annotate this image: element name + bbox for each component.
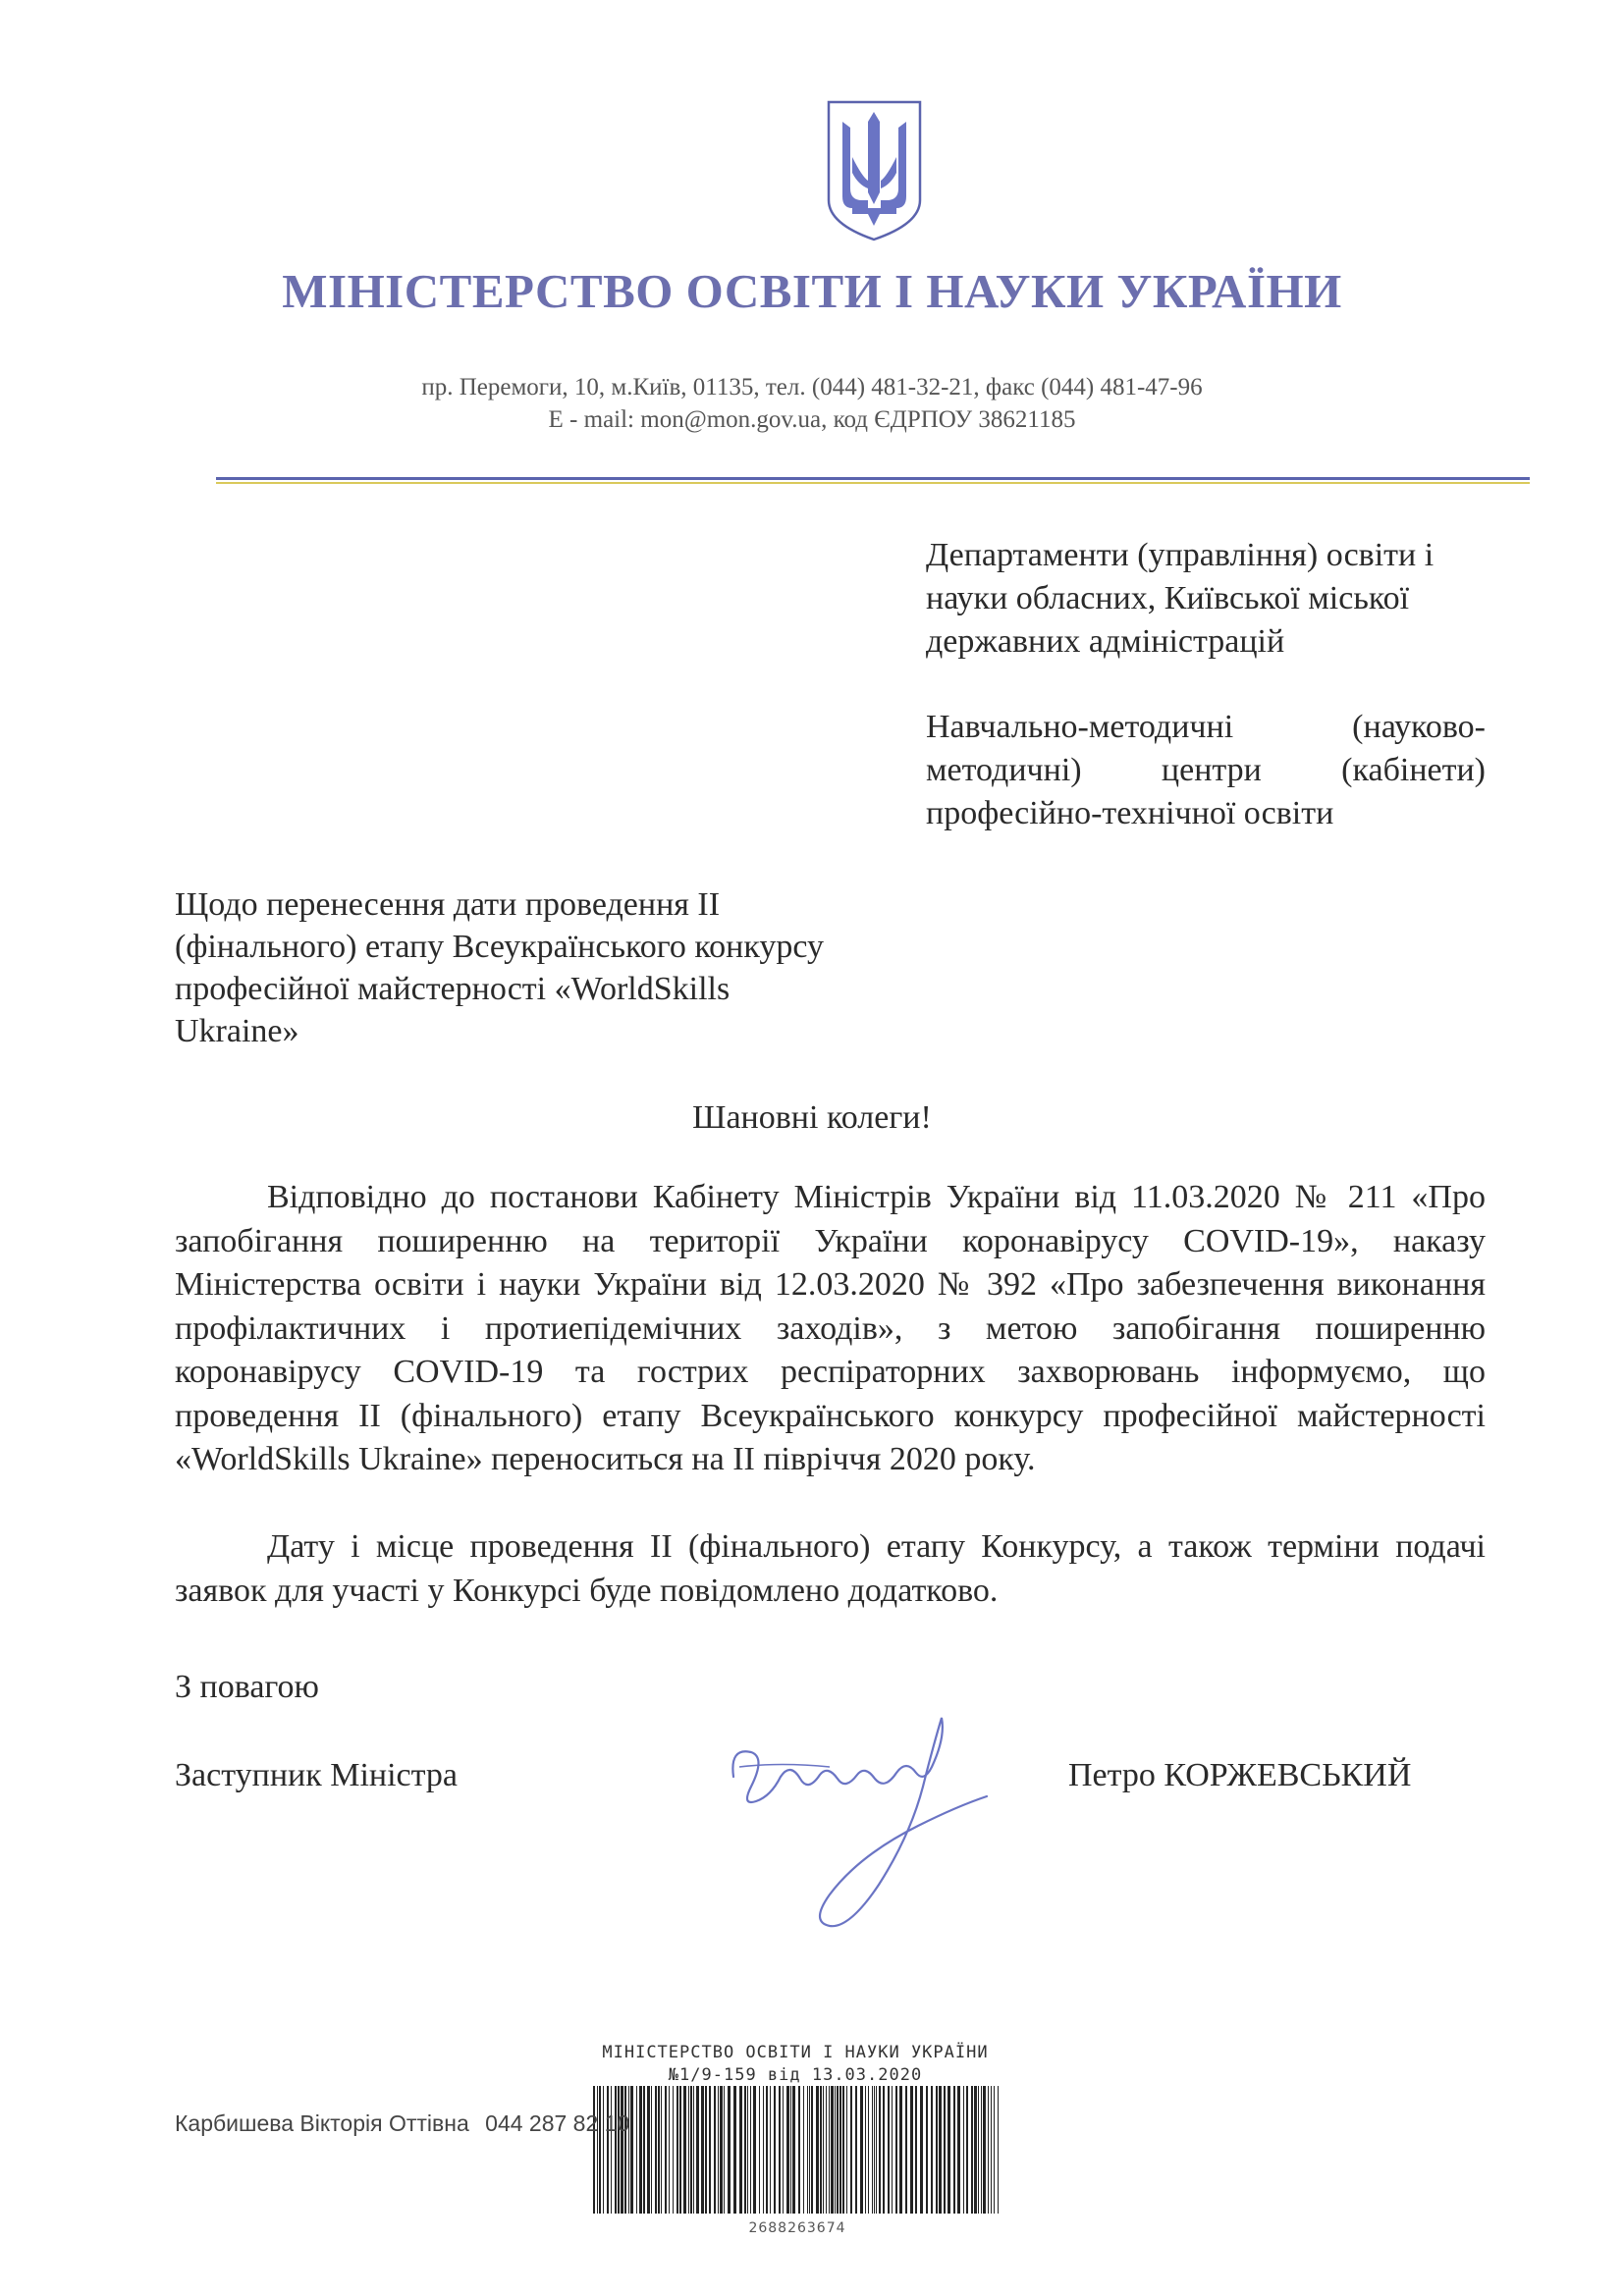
- barcode-bar: [899, 2086, 902, 2214]
- barcode-bar: [647, 2086, 650, 2214]
- barcode-bar: [842, 2086, 844, 2214]
- barcode-bar: [655, 2086, 657, 2214]
- barcode-bar: [779, 2086, 781, 2214]
- barcode-bar: [744, 2086, 746, 2214]
- barcode-bar: [883, 2086, 885, 2214]
- barcode-bar: [792, 2086, 795, 2214]
- barcode-bar: [837, 2086, 839, 2214]
- barcode-bar: [963, 2086, 964, 2214]
- barcode-bar: [651, 2086, 652, 2214]
- barcode-bar: [944, 2086, 946, 2214]
- barcode-bar: [615, 2086, 617, 2214]
- barcode-bar: [998, 2086, 999, 2214]
- barcode-bar: [628, 2086, 629, 2214]
- addressee-departments: Департаменти (управління) освіти і науки обласних, Київської міської державних адміністрацій: [926, 537, 1435, 660]
- barcode-bar: [874, 2086, 875, 2214]
- barcode-bar: [603, 2086, 604, 2214]
- barcode-bar: [820, 2086, 822, 2214]
- barcode-bar: [915, 2086, 917, 2214]
- barcode-bar: [816, 2086, 819, 2214]
- barcode-bar: [636, 2086, 637, 2214]
- barcode-bar: [831, 2086, 834, 2214]
- barcode-bar: [939, 2086, 942, 2214]
- barcode-bar: [677, 2086, 678, 2214]
- header-divider-accent: [216, 482, 1530, 484]
- barcode-bar: [936, 2086, 938, 2214]
- barcode-bar: [823, 2086, 824, 2214]
- barcode-bar: [607, 2086, 609, 2214]
- barcode-bar: [733, 2086, 736, 2214]
- address-line: пр. Перемоги, 10, м.Київ, 01135, тел. (044) 481-32-21, факс (044) 481-47-96: [421, 374, 1203, 400]
- barcode-bar: [720, 2086, 723, 2214]
- barcode-bar: [994, 2086, 995, 2214]
- barcode-bar: [988, 2086, 989, 2214]
- barcode-bar: [811, 2086, 813, 2214]
- barcode-bar: [709, 2086, 711, 2214]
- barcode-bar: [786, 2086, 789, 2214]
- barcode-bar: [966, 2086, 968, 2214]
- barcode-bar: [683, 2086, 686, 2214]
- barcode-bar: [728, 2086, 731, 2214]
- barcode-bar: [766, 2086, 768, 2214]
- header-divider: [216, 477, 1530, 480]
- barcode-bar: [978, 2086, 979, 2214]
- barcode-bar: [809, 2086, 810, 2214]
- barcode-bar: [688, 2086, 689, 2214]
- signer-name: Петро КОРЖЕВСЬКИЙ: [1068, 1757, 1412, 1793]
- barcode-bar: [701, 2086, 704, 2214]
- barcode-bar: [803, 2086, 804, 2214]
- barcode-bar: [983, 2086, 986, 2214]
- executor-phone: 044 287 82 10: [485, 2110, 630, 2136]
- barcode-bar: [643, 2086, 645, 2214]
- barcode-bar: [630, 2086, 633, 2214]
- barcode-bar: [624, 2086, 626, 2214]
- barcode-bar: [876, 2086, 877, 2214]
- handwritten-signature: [722, 1708, 1016, 1944]
- salutation: Шановні колеги!: [692, 1099, 932, 1136]
- registration-stamp: [550, 2042, 1041, 2087]
- barcode-bar: [971, 2086, 973, 2214]
- addressee-centers: Навчально-методичні (науково-методичні) центри (кабінети) професійно-технічної освіти: [926, 709, 1486, 831]
- barcode-bar: [931, 2086, 933, 2214]
- ministry-title: МІНІСТЕРСТВО ОСВІТИ І НАУКИ УКРАЇНИ: [282, 264, 1342, 318]
- coat-of-arms-icon: [823, 98, 926, 243]
- barcode-bar: [661, 2086, 662, 2214]
- barcode-bar: [747, 2086, 748, 2214]
- body-paragraph: Дату і місце проведення II (фінального) етапу Конкурсу, а також терміни подачі заявок для участі у Конкурсі буде повідомлено додатково.: [175, 1528, 1486, 1609]
- barcode-bar: [718, 2086, 719, 2214]
- barcode-bar: [696, 2086, 699, 2214]
- barcode-bar: [679, 2086, 681, 2214]
- barcode-bar: [829, 2086, 830, 2214]
- barcode-bar: [750, 2086, 751, 2214]
- barcode-bar: [926, 2086, 928, 2214]
- barcode-bar: [798, 2086, 800, 2214]
- barcode-bar: [770, 2086, 771, 2214]
- barcode-bar: [714, 2086, 716, 2214]
- barcode-bar: [957, 2086, 960, 2214]
- barcode-bar: [895, 2086, 897, 2214]
- barcode-bar: [611, 2086, 612, 2214]
- barcode-bar: [953, 2086, 955, 2214]
- barcode-bar: [658, 2086, 660, 2214]
- registration-number: №1/9-159 від 13.03.2020: [668, 2065, 923, 2085]
- barcode-bar: [855, 2086, 857, 2214]
- barcode-bar: [981, 2086, 982, 2214]
- executor-info: [175, 2110, 639, 2137]
- barcode-bar: [739, 2086, 742, 2214]
- barcode-bar: [669, 2086, 670, 2214]
- barcode-bar: [621, 2086, 623, 2214]
- barcode-bar: [724, 2086, 725, 2214]
- barcode-bar: [872, 2086, 873, 2214]
- barcode-bar: [783, 2086, 784, 2214]
- letter-subject: Щодо перенесення дати проведення II (фінального) етапу Всеукраїнського конкурсу професійної майстерності «WorldSkills Ukraine»: [175, 886, 825, 1049]
- barcode-bar: [991, 2086, 992, 2214]
- barcode-bar: [597, 2086, 598, 2214]
- barcode-bar: [690, 2086, 692, 2214]
- barcode-bar: [593, 2086, 595, 2214]
- barcode-bar: [839, 2086, 841, 2214]
- barcode-bar: [599, 2086, 601, 2214]
- barcode-bar: [892, 2086, 893, 2214]
- barcode-bar: [850, 2086, 852, 2214]
- barcode-bar: [860, 2086, 863, 2214]
- barcode-bar: [705, 2086, 707, 2214]
- registration-org: МІНІСТЕРСТВО ОСВІТИ І НАУКИ УКРАЇНИ: [602, 2043, 989, 2062]
- barcode-bar: [868, 2086, 869, 2214]
- signer-position: Заступник Міністра: [175, 1757, 459, 1793]
- barcode-bar: [753, 2086, 756, 2214]
- barcode-bar: [693, 2086, 694, 2214]
- barcode-bar: [774, 2086, 776, 2214]
- barcode-bar: [947, 2086, 950, 2214]
- barcode: [591, 2086, 1003, 2214]
- barcode-bar: [763, 2086, 764, 2214]
- contact-line: E - mail: mon@mon.gov.ua, код ЄДРПОУ 38621185: [548, 406, 1076, 433]
- barcode-bar: [665, 2086, 667, 2214]
- barcode-bar: [879, 2086, 881, 2214]
- barcode-bar: [846, 2086, 847, 2214]
- barcode-bar: [865, 2086, 866, 2214]
- barcode-bar: [807, 2086, 808, 2214]
- barcode-bar: [639, 2086, 642, 2214]
- barcode-bar: [920, 2086, 923, 2214]
- barcode-bar: [673, 2086, 674, 2214]
- barcode-bar: [888, 2086, 890, 2214]
- barcode-bar: [826, 2086, 827, 2214]
- barcode-bar: [905, 2086, 907, 2214]
- barcode-bar: [910, 2086, 913, 2214]
- closing-regards: З повагою: [175, 1669, 319, 1705]
- barcode-number: 2688263674: [748, 2220, 846, 2236]
- barcode-bar: [618, 2086, 620, 2214]
- barcode-bar: [974, 2086, 977, 2214]
- barcode-bar: [835, 2086, 836, 2214]
- executor-name: Карбишева Вікторія Оттівна: [175, 2110, 469, 2136]
- body-paragraph: Відповідно до постанови Кабінету Міністрів України від 11.03.2020 № 211 «Про запобігання поширенню на території України коронавірусу COVID-19», наказу Міністерства освіти і науки України від 12.03.2020 № 392 «Про забезпечення виконання профілактичних і протиепідемічних заходів», з метою запобігання поширенню коронавірусу COVID-19 та гострих респіраторних захворювань інформуємо, що проведення II (фінального) етапу Всеукраїнського конкурсу професійної майстерності «WorldSkills Ukraine» переноситься на II півріччя 2020 року.: [175, 1179, 1486, 1477]
- barcode-bar: [759, 2086, 760, 2214]
- ministry-address: [0, 371, 1624, 436]
- barcode-bar: [790, 2086, 791, 2214]
